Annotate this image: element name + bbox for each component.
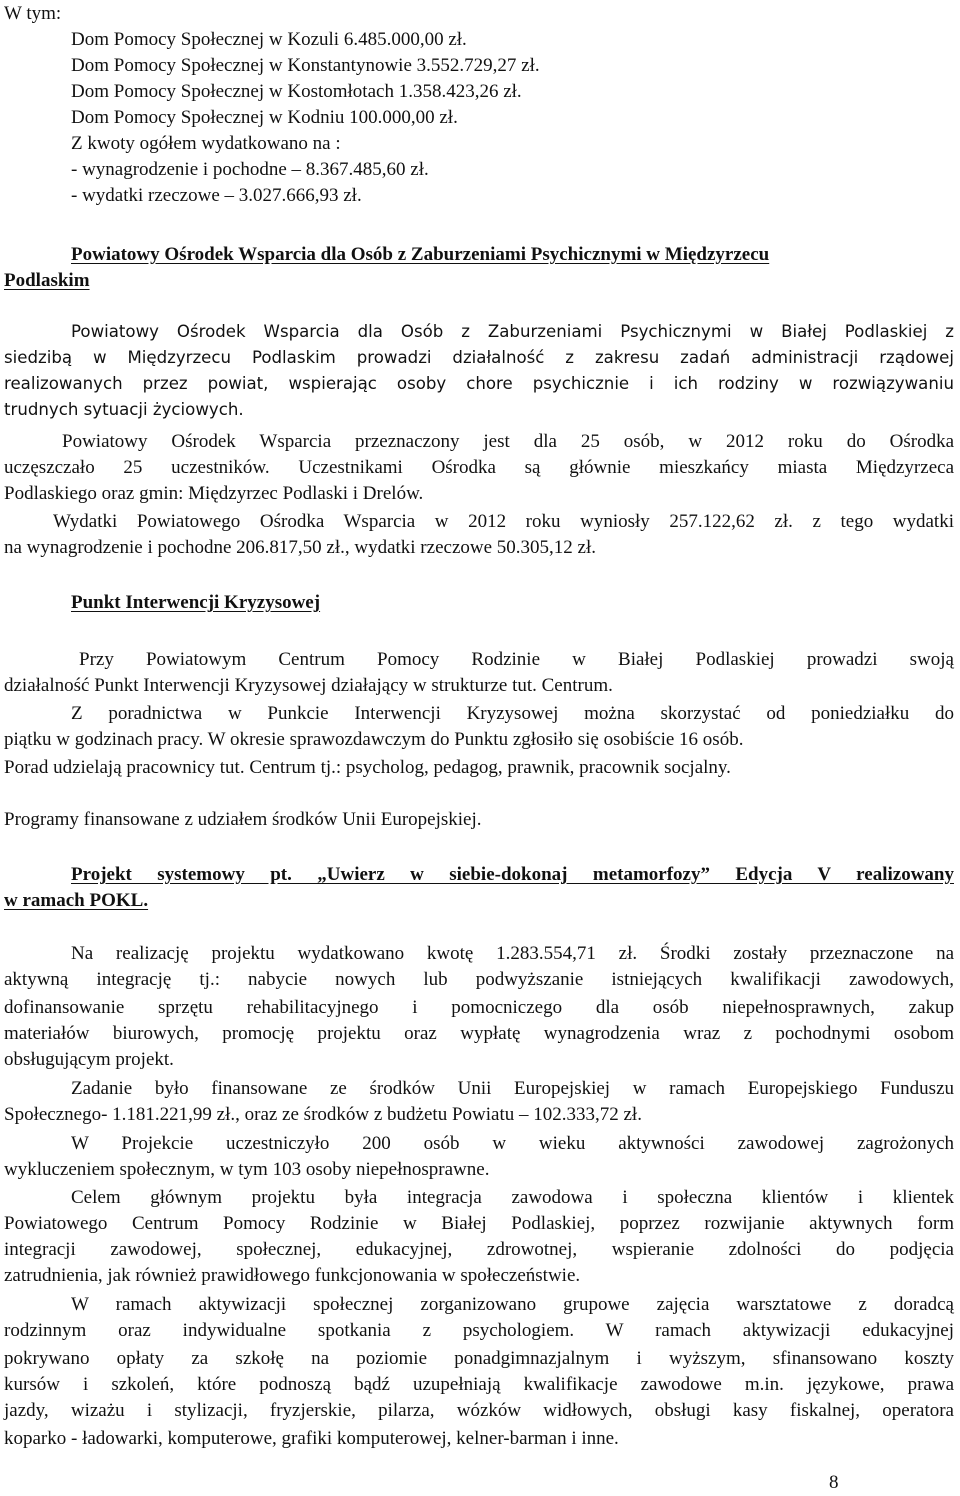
spent-total-line: Z kwoty ogółem wydatkowano na : xyxy=(71,133,341,154)
pows-text-line: Powiatowy Ośrodek Wsparcia dla Osób z Zaburzeniami Psychicznymi w Białej Podlaskiej z xyxy=(71,322,954,341)
project-text-line: integracji zawodowej, społecznej, edukacyjnej, zdrowotnej, wspieranie zdolności do podjęcia xyxy=(4,1239,954,1260)
pows-text-line: na wynagrodzenie i pochodne 206.817,50 zł., wydatki rzeczowe 50.305,12 zł. xyxy=(4,537,596,558)
pows-text-line: Wydatki Powiatowego Ośrodka Wsparcia w 2012 roku wyniosły 257.122,62 zł. z tego wydatki xyxy=(53,511,954,532)
project-text-line: rodzinnym oraz indywidualne spotkania z psychologiem. W ramach aktywizacji edukacyjnej xyxy=(4,1320,954,1341)
pik-text-line: działalność Punkt Interwencji Kryzysowej działający w strukturze tut. Centrum. xyxy=(4,675,613,696)
section-heading-pows-line2: Podlaskim xyxy=(4,270,90,291)
project-text-line: Zadanie było finansowane ze środków Unii Europejskiej w ramach Europejskiego Funduszu xyxy=(71,1078,954,1099)
project-text-line: Społecznego- 1.181.221,99 zł., oraz ze środków z budżetu Powiatu – 102.333,72 zł. xyxy=(4,1104,642,1125)
project-text-line: wykluczeniem społecznym, w tym 103 osoby niepełnosprawne. xyxy=(4,1159,490,1180)
home-kostomloty: Dom Pomocy Społecznej w Kostomłotach 1.358.423,26 zł. xyxy=(71,81,522,102)
page-number: 8 xyxy=(829,1472,839,1493)
pows-text-line: Podlaskiego oraz gmin: Międzyrzec Podlaski i Drelów. xyxy=(4,483,424,504)
pows-text-line: siedzibą w Międzyrzecu Podlaskim prowadzi działalność z zakresu zadań administracji rządowej xyxy=(4,348,954,367)
pows-text-line: Powiatowy Ośrodek Wsparcia przeznaczony jest dla 25 osób, w 2012 roku do Ośrodka xyxy=(62,431,954,452)
project-text-line: W ramach aktywizacji społecznej zorganizowano grupowe zajęcia warsztatowe z doradcą xyxy=(71,1294,954,1315)
intro-in-that: W tym: xyxy=(4,3,62,24)
project-text-line: Celem głównym projektu była integracja zawodowa i społeczna klientów i klientek xyxy=(71,1187,954,1208)
project-text-line: obsługującym projekt. xyxy=(4,1049,174,1070)
project-text-line: jazdy, wizażu i stylizacji, fryzjerskie, pilarza, wózków widłowych, obsługi kasy fiskalnej, operatora xyxy=(4,1400,954,1421)
home-koden: Dom Pomocy Społecznej w Kodniu 100.000,00 zł. xyxy=(71,107,458,128)
material-expenses-line: - wydatki rzeczowe – 3.027.666,93 zł. xyxy=(71,185,362,206)
home-kozula: Dom Pomocy Społecznej w Kozuli 6.485.000,00 zł. xyxy=(71,29,467,50)
pows-text-line: realizowanych przez powiat, wspierając osoby chore psychicznie i ich rodziny w rozwiązywaniu xyxy=(4,374,954,393)
project-text-line: W Projekcie uczestniczyło 200 osób w wieku aktywności zawodowej zagrożonych xyxy=(71,1133,954,1154)
section-heading-project-line2: w ramach POKL. xyxy=(4,890,149,911)
project-text-line: dofinansowanie sprzętu rehabilitacyjnego i pomocniczego dla osób niepełnosprawnych, zakup xyxy=(4,997,954,1018)
pik-text-line: Porad udzielają pracownicy tut. Centrum tj.: psycholog, pedagog, prawnik, pracownik socjalny. xyxy=(4,757,731,778)
home-konstantynow: Dom Pomocy Społecznej w Konstantynowie 3.552.729,27 zł. xyxy=(71,55,540,76)
section-heading-pows-line1: Powiatowy Ośrodek Wsparcia dla Osób z Zaburzeniami Psychicznymi w Międzyrzecu xyxy=(71,244,770,265)
pows-text-line: uczęszczało 25 uczestników. Uczestnikami Ośrodka są głównie mieszkańcy miasta Międzyrzeca xyxy=(4,457,954,478)
pows-text-line: trudnych sytuacji życiowych. xyxy=(4,400,244,419)
pik-text-line: Z poradnictwa w Punkcie Interwencji Kryzysowej można skorzystać od poniedziałku do xyxy=(71,703,954,724)
section-heading-pik: Punkt Interwencji Kryzysowej xyxy=(71,592,321,613)
project-text-line: Na realizację projektu wydatkowano kwotę 1.283.554,71 zł. Środki zostały przeznaczone na xyxy=(71,943,954,964)
project-text-line: aktywną integrację tj.: nabycie nowych lub podwyższanie istniejących kwalifikacji zawodowych, xyxy=(4,969,954,990)
pik-text-line: piątku w godzinach pracy. W okresie sprawozdawczym do Punktu zgłosiło się osobiście 16 osób. xyxy=(4,729,744,750)
pik-text-line: Przy Powiatowym Centrum Pomocy Rodzinie w Białej Podlaskiej prowadzi swoją xyxy=(79,649,954,670)
project-text-line: koparko - ładowarki, komputerowe, grafiki komputerowej, kelner-barman i inne. xyxy=(4,1428,619,1449)
wages-line: - wynagrodzenie i pochodne – 8.367.485,60 zł. xyxy=(71,159,429,180)
eu-programs-line: Programy finansowane z udziałem środków Unii Europejskiej. xyxy=(4,809,482,830)
section-heading-project-line1: Projekt systemowy pt. „Uwierz w siebie-dokonaj metamorfozy” Edycja V realizowany xyxy=(71,864,954,885)
project-text-line: pokrywano opłaty za szkołę na poziomie ponadgimnazjalnym i wyższym, sfinansowano koszty xyxy=(4,1348,954,1369)
project-text-line: kursów i szkoleń, które podnoszą bądź uzupełniają kwalifikacje zawodowe m.in. językowe, prawa xyxy=(4,1374,954,1395)
project-text-line: materiałów biurowych, promocję projektu oraz wypłatę wynagrodzenia wraz z pochodnymi osobom xyxy=(4,1023,954,1044)
project-text-line: Powiatowego Centrum Pomocy Rodzinie w Białej Podlaskiej, poprzez rozwijanie aktywnych form xyxy=(4,1213,954,1234)
project-text-line: zatrudnienia, jak również prawidłowego funkcjonowania w społeczeństwie. xyxy=(4,1265,581,1286)
